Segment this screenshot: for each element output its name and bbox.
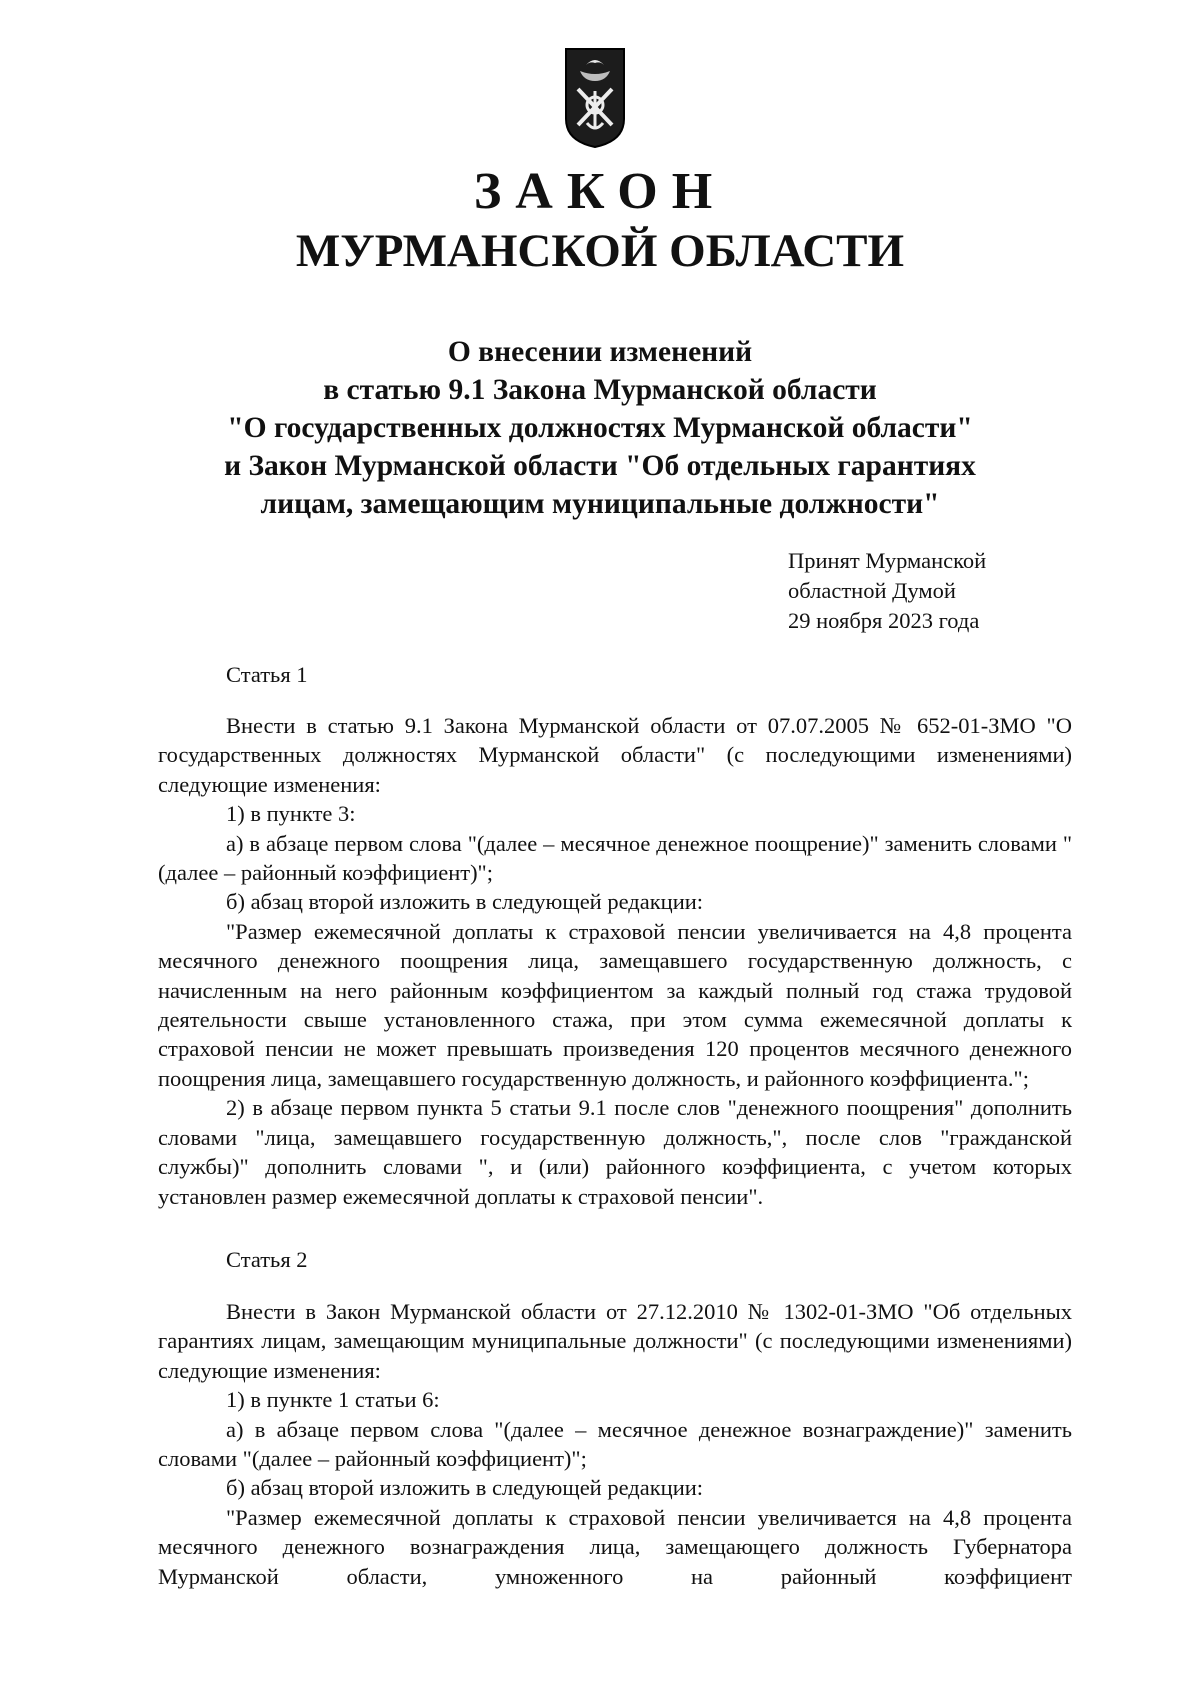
article-1-body xyxy=(158,711,1072,1211)
paragraph: 1) в пункте 1 статьи 6: xyxy=(226,1387,440,1413)
paragraph: б) абзац второй изложить в следующей редакции: xyxy=(226,889,704,915)
paragraph: "Размер ежемесячной доплаты к страховой пенсии увеличивается на 4,8 процента месячного денежного поощрения лица, замещавшего государственную должность, с начисленным на него районным коэффициентом за каждый полный год стажа трудовой деятельности свыше установленного стажа, при этом сумма ежемесячной доплаты к страховой пенсии не может превышать произведения 120 процентов месячного денежного поощрения лица, замещавшего государственную должность, и районного коэффициента."; xyxy=(158,918,1072,1091)
coat-of-arms-icon xyxy=(560,45,630,150)
law-region: МУРМАНСКОЙ ОБЛАСТИ xyxy=(295,225,905,277)
paragraph: "Размер ежемесячной доплаты к страховой пенсии увеличивается на 4,8 процента месячного денежного вознаграждения лица, замещающего должность Губернатора Мурманской области, умноженного на районный коэффициент xyxy=(158,1504,1072,1589)
subject-line: в статью 9.1 Закона Мурманской области xyxy=(323,374,877,406)
adoption-note xyxy=(788,546,986,636)
paragraph: 1) в пункте 3: xyxy=(226,801,356,827)
paragraph: а) в абзаце первом слова "(далее – месячное денежное поощрение)" заменить словами "(далее – районный коэффициент)"; xyxy=(158,830,1072,886)
subject-line: "О государственных должностях Мурманской области" xyxy=(227,412,973,444)
law-title: ЗАКОН xyxy=(473,163,727,220)
adoption-line: областной Думой xyxy=(788,578,956,603)
adoption-line: Принят Мурманской xyxy=(788,548,987,573)
adoption-date: 29 ноября 2023 года xyxy=(788,608,980,633)
paragraph: а) в абзаце первом слова "(далее – месячное денежное вознаграждение)" заменить словами "(далее – районный коэффициент)"; xyxy=(158,1416,1072,1472)
paragraph: Внести в статью 9.1 Закона Мурманской области от 07.07.2005 № 652-01-ЗМО "О государственных должностях Мурманской области" (с последующими изменениями) следующие изменения: xyxy=(158,713,1072,797)
article-2-heading: Статья 2 xyxy=(226,1247,308,1272)
paragraph: Внести в Закон Мурманской области от 27.12.2010 № 1302-01-ЗМО "Об отдельных гарантиях лицам, замещающим муниципальные должности" (с последующими изменениями) следующие изменения: xyxy=(158,1299,1072,1383)
article-2-body xyxy=(158,1297,1072,1591)
subject-line: О внесении изменений xyxy=(447,336,753,368)
subject-line: лицам, замещающим муниципальные должности" xyxy=(260,488,940,520)
paragraph: б) абзац второй изложить в следующей редакции: xyxy=(226,1475,704,1501)
law-subject xyxy=(0,333,1200,523)
subject-line: и Закон Мурманской области "Об отдельных гарантиях xyxy=(224,450,976,482)
paragraph: 2) в абзаце первом пункта 5 статьи 9.1 после слов "денежного поощрения" дополнить словами "лица, замещавшего государственную должность,", после слов "гражданской службы)" дополнить словами ", и (или) районного коэффициента, с учетом которых установлен размер ежемесячной доплаты к страховой пенсии". xyxy=(158,1095,1072,1209)
article-1-heading: Статья 1 xyxy=(226,662,308,687)
